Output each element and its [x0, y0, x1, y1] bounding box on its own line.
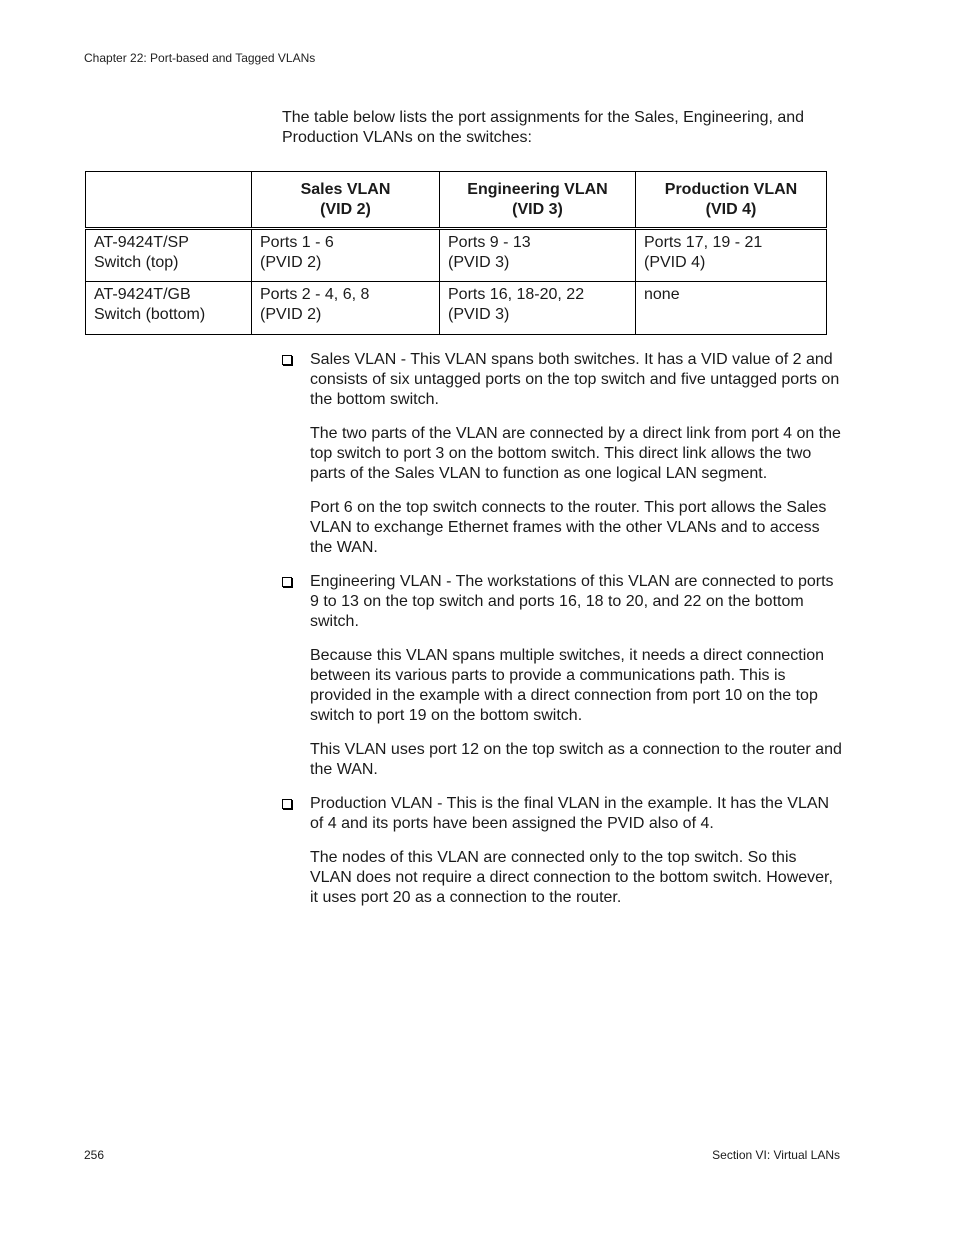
paragraph: The two parts of the VLAN are connected by a direct link from port 4 on the top switch to port 3 on the bottom switch. This direct link allows the two parts of the Sales VLAN to function as one logical LAN segment. — [310, 425, 841, 482]
table-row — [86, 282, 827, 335]
list-item-engineering-vlan — [282, 572, 842, 780]
paragraph: Port 6 on the top switch connects to the router. This port allows the Sales VLAN to exchange Ethernet frames with the other VLANs and to access the WAN. — [310, 499, 827, 556]
checkbox-bullet-icon — [282, 799, 292, 809]
table-cell: Ports 9 - 13 (PVID 3) — [440, 229, 636, 282]
table-header-cell: Production VLAN (VID 4) — [636, 172, 827, 229]
vlan-description-list — [282, 350, 842, 922]
table-cell: none — [636, 282, 827, 335]
checkbox-bullet-icon — [282, 355, 292, 365]
table-header-cell — [86, 172, 252, 229]
checkbox-bullet-icon — [282, 577, 292, 587]
table-cell: AT-9424T/GB Switch (bottom) — [86, 282, 252, 335]
table-header-row — [86, 172, 827, 229]
running-header: Chapter 22: Port-based and Tagged VLANs — [84, 51, 316, 65]
table-header-cell: Engineering VLAN (VID 3) — [440, 172, 636, 229]
intro-paragraph — [282, 108, 842, 148]
table-cell: Ports 16, 18-20, 22 (PVID 3) — [440, 282, 636, 335]
table-cell: Ports 2 - 4, 6, 8 (PVID 2) — [252, 282, 440, 335]
table-cell: AT-9424T/SP Switch (top) — [86, 229, 252, 282]
paragraph: Engineering VLAN - The workstations of this VLAN are connected to ports 9 to 13 on the top switch and ports 16, 18 to 20, and 22 on the bottom switch. — [310, 573, 834, 630]
intro-text: The table below lists the port assignments for the Sales, Engineering, and Production VLANs on the switches: — [282, 109, 805, 146]
paragraph: The nodes of this VLAN are connected only to the top switch. So this VLAN does not require a direct connection to the bottom switch. However, it uses port 20 as a connection to the router. — [310, 849, 833, 906]
paragraph: This VLAN uses port 12 on the top switch as a connection to the router and the WAN. — [310, 741, 842, 778]
table-row — [86, 229, 827, 282]
running-footer-section: Section VI: Virtual LANs — [712, 1148, 840, 1162]
table-cell: Ports 1 - 6 (PVID 2) — [252, 229, 440, 282]
paragraph: Production VLAN - This is the final VLAN in the example. It has the VLAN of 4 and its ports have been assigned the PVID also of 4. — [310, 795, 830, 832]
list-item-sales-vlan — [282, 350, 842, 558]
table-header-cell: Sales VLAN (VID 2) — [252, 172, 440, 229]
paragraph: Because this VLAN spans multiple switches, it needs a direct connection between its various parts to provide a communications path. This is provided in the example with a direct connection from port 10 on the top switch to port 19 on the bottom switch. — [310, 647, 825, 724]
paragraph: Sales VLAN - This VLAN spans both switches. It has a VID value of 2 and consists of six untagged ports on the top switch and five untagged ports on the bottom switch. — [310, 351, 840, 408]
port-assignment-table — [85, 171, 827, 335]
page-number: 256 — [84, 1148, 105, 1162]
list-item-production-vlan — [282, 794, 842, 908]
table-cell: Ports 17, 19 - 21 (PVID 4) — [636, 229, 827, 282]
